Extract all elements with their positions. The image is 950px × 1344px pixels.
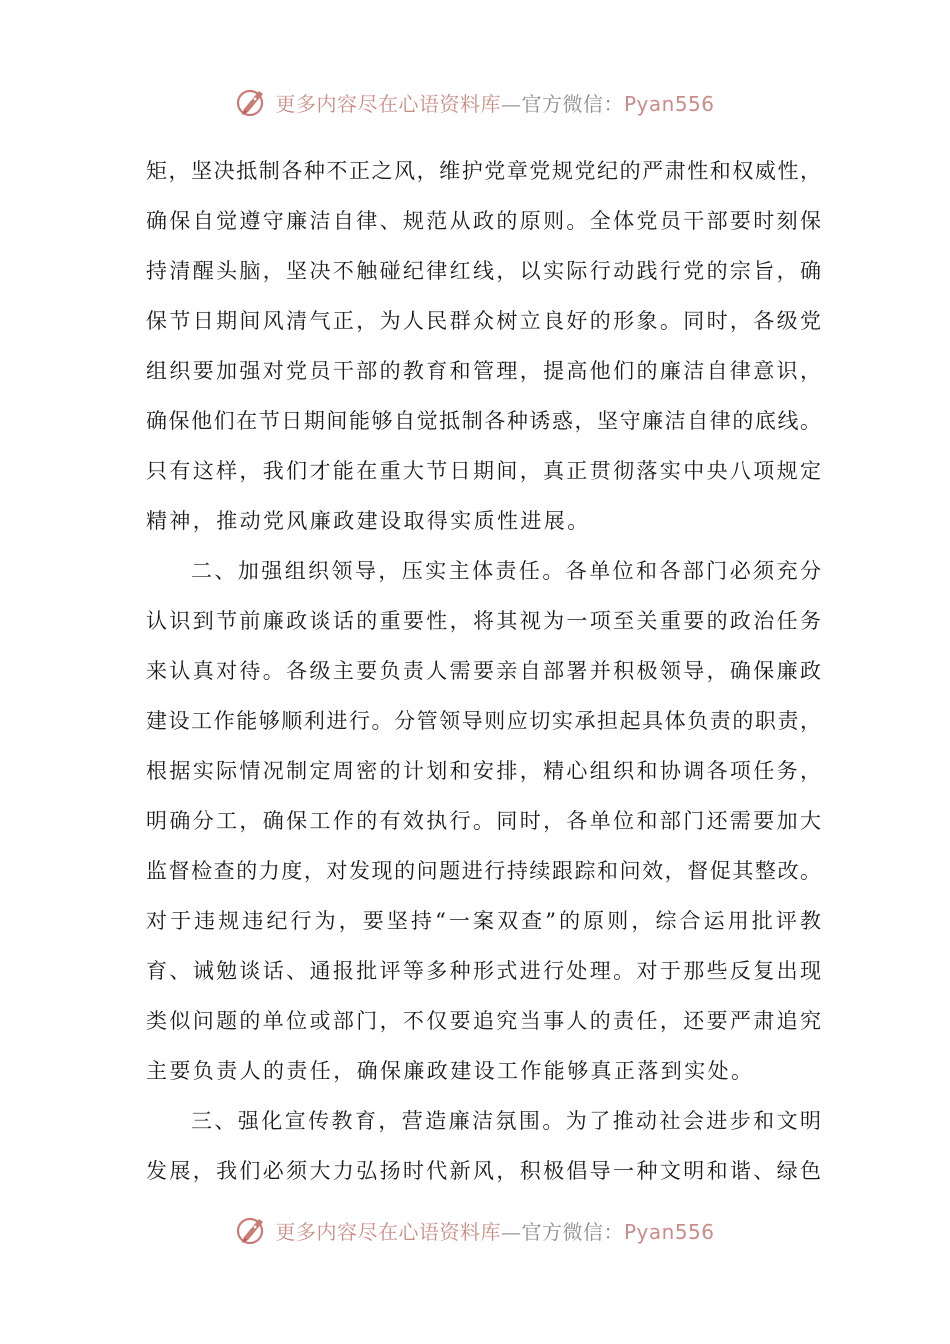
- text-line: 育、诫勉谈话、通报批评等多种形式进行处理。对于那些反复出现: [146, 959, 821, 983]
- text-line: 二、加强组织领导，压实主体责任。各单位和各部门必须充分: [191, 559, 821, 583]
- text-line: 来认真对待。各级主要负责人需要亲自部署并积极领导，确保廉政: [146, 659, 821, 683]
- pen-logo-icon: [235, 1213, 269, 1247]
- text-line: 矩，坚决抵制各种不正之风，维护党章党规党纪的严肃性和权威性，: [146, 159, 821, 183]
- banner-wechat-id: Pyan556: [623, 91, 715, 116]
- text-line: 三、强化宣传教育，营造廉洁氛围。为了推动社会进步和文明: [191, 1109, 821, 1133]
- banner-wechat-id: Pyan556: [623, 1219, 715, 1244]
- text-line: 保节日期间风清气正，为人民群众树立良好的形象。同时，各级党: [146, 309, 821, 333]
- text-line: 精神，推动党风廉政建设取得实质性进展。: [146, 509, 591, 533]
- banner-title: 更多内容尽在心语资料库: [275, 91, 501, 116]
- text-line: 根据实际情况制定周密的计划和安排，精心组织和协调各项任务，: [146, 759, 821, 783]
- text-line: 主要负责人的责任，确保廉政建设工作能够真正落到实处。: [146, 1059, 755, 1083]
- text-line: 对于违规违纪行为，要坚持“一案双查”的原则，综合运用批评教: [146, 909, 821, 933]
- banner-title: 更多内容尽在心语资料库: [275, 1219, 501, 1244]
- text-line: 只有这样，我们才能在重大节日期间，真正贯彻落实中央八项规定: [146, 459, 821, 483]
- pen-logo-icon: [235, 85, 269, 119]
- banner-separator: —: [500, 1219, 522, 1244]
- text-line: 建设工作能够顺利进行。分管领导则应切实承担起具体负责的职责，: [146, 709, 821, 733]
- text-line: 确保他们在节日期间能够自觉抵制各种诱惑，坚守廉洁自律的底线。: [146, 409, 821, 433]
- text-line: 发展，我们必须大力弘扬时代新风，积极倡导一种文明和谐、绿色: [146, 1159, 821, 1183]
- banner-wechat-label: 官方微信：: [521, 1219, 624, 1244]
- header-banner: [0, 82, 950, 122]
- footer-banner: [0, 1210, 950, 1250]
- body-text: [146, 146, 821, 1196]
- text-line: 持清醒头脑，坚决不触碰纪律红线，以实际行动践行党的宗旨，确: [146, 259, 821, 283]
- text-line: 确保自觉遵守廉洁自律、规范从政的原则。全体党员干部要时刻保: [146, 209, 821, 233]
- banner-separator: —: [500, 91, 522, 116]
- text-line: 认识到节前廉政谈话的重要性，将其视为一项至关重要的政治任务: [146, 609, 821, 633]
- text-line: 组织要加强对党员干部的教育和管理，提高他们的廉洁自律意识，: [146, 359, 821, 383]
- text-line: 明确分工，确保工作的有效执行。同时，各单位和部门还需要加大: [146, 809, 821, 833]
- banner-wechat-label: 官方微信：: [521, 91, 624, 116]
- text-line: 监督检查的力度，对发现的问题进行持续跟踪和问效，督促其整改。: [146, 859, 821, 883]
- text-line: 类似问题的单位或部门，不仅要追究当事人的责任，还要严肃追究: [146, 1009, 821, 1033]
